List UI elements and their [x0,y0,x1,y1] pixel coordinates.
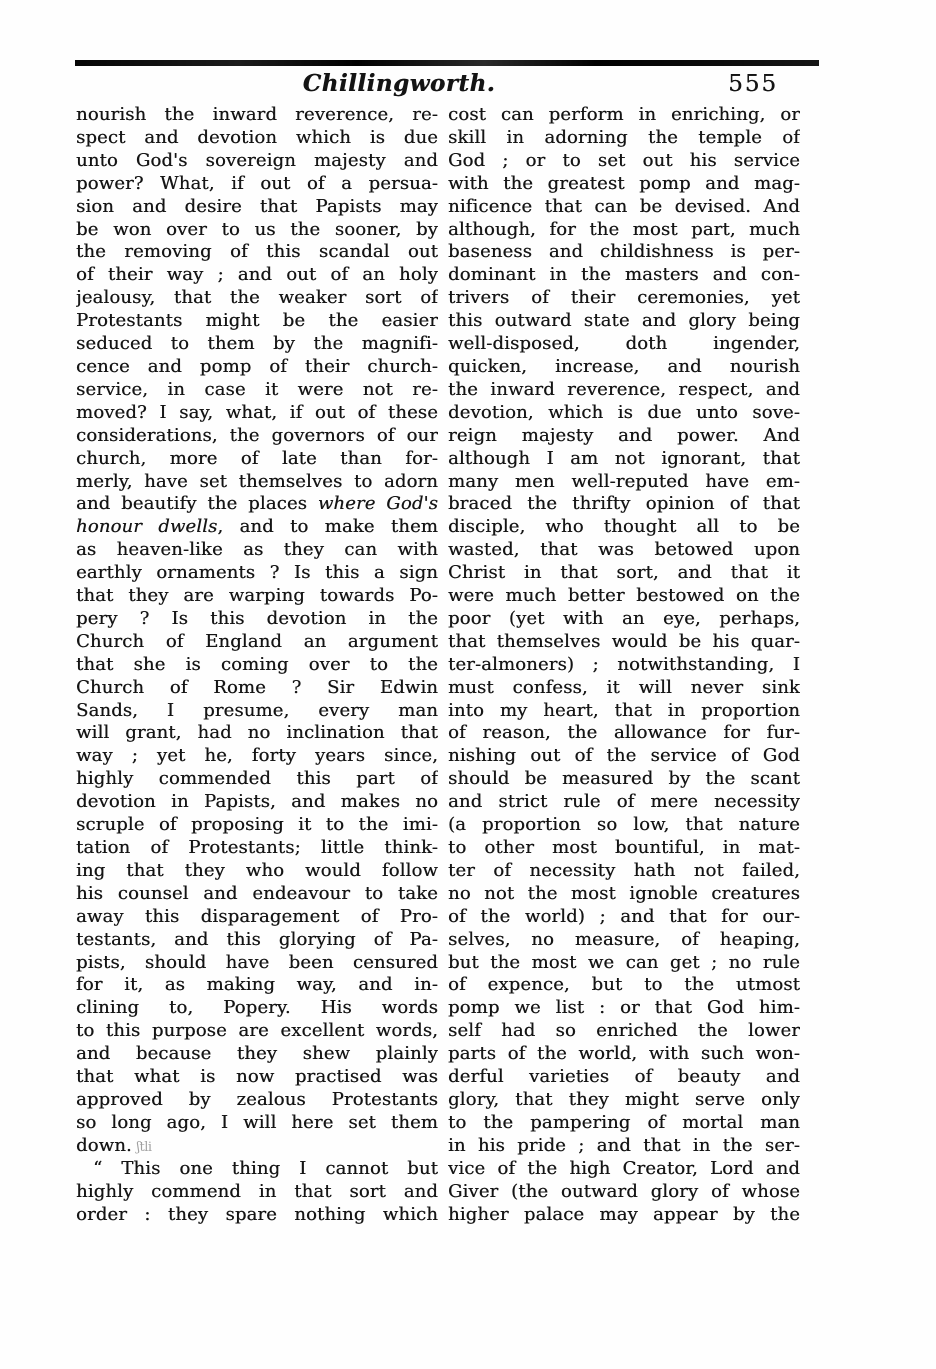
text-segment: Christ in that sort, and that it [448,562,800,584]
text-line [76,791,438,814]
text-segment: order : they spare nothing which [76,1203,438,1225]
text-segment: Sands, I presume, every man [76,699,438,721]
text-segment: in his pride ; and that in the ser- [448,1134,800,1156]
text-segment: spect and devotion which is due [76,126,438,148]
text-line [76,1135,438,1158]
text-segment: devotion, which is due unto sove- [448,401,800,423]
text-line [448,471,800,494]
text-line [76,952,438,975]
text-segment: , and to make them [217,516,438,538]
text-line [76,310,438,333]
text-line [76,219,438,242]
text-segment: seduced to them by the magnifi- [76,333,438,355]
text-line [76,997,438,1020]
text-line [448,1181,800,1204]
running-head-title: Chillingworth. [302,70,496,97]
text-segment: that themselves would be his quar- [448,630,800,652]
text-line [448,287,800,310]
text-line [448,929,800,952]
text-line [448,1020,800,1043]
text-line [448,585,800,608]
text-segment: this outward state and glory being [448,310,800,332]
text-line [76,860,438,883]
text-segment: way ; yet he, forty years since, [76,745,438,767]
text-line [448,722,800,745]
text-segment: were much better bestowed on the [448,585,800,607]
text-segment: baseness and childishness is per- [448,241,800,263]
text-line [76,677,438,700]
text-line [448,310,800,333]
text-line [76,929,438,952]
text-segment: into my heart, that in proportion [448,699,800,721]
text-line [448,150,800,173]
text-line [76,539,438,562]
text-segment: merly, have set themselves to adorn [76,470,438,492]
text-segment: his counsel and endeavour to take [76,882,438,904]
text-segment: down. [76,1134,132,1156]
text-segment: dominant in the masters and con- [448,264,800,286]
text-line [448,104,800,127]
text-segment: selves, no measure, of heaping, [448,928,800,950]
header-rule [75,60,819,66]
text-line [448,974,800,997]
text-columns [76,104,820,1226]
text-segment: pomp we list : or that God him- [448,997,800,1019]
text-line [448,356,800,379]
text-line [76,585,438,608]
text-line [76,745,438,768]
text-line [76,150,438,173]
text-segment: Protestants might be the easier [76,310,438,332]
text-line [448,883,800,906]
text-segment: nourish the inward reverence, re- [76,104,438,125]
text-segment: nificence that can be devised. And [448,195,800,217]
text-line [76,287,438,310]
text-line [448,860,800,883]
text-line [76,1181,438,1204]
text-segment: clining to, Popery. His words [76,997,438,1019]
text-segment: that what is now practised was [76,1066,438,1088]
text-segment: ter-almoners) ; notwithstanding, I [448,653,800,675]
text-line [76,722,438,745]
text-line [76,127,438,150]
text-segment: so long ago, I will here set them [76,1111,438,1133]
text-line [76,814,438,837]
text-segment: of expence, but to the utmost [448,974,800,996]
text-segment: self had so enriched the lower [448,1020,800,1042]
text-segment: as heaven-like as they can with [76,539,438,561]
text-segment: higher palace may appear by the [448,1203,800,1225]
text-line [448,952,800,975]
text-line [76,379,438,402]
text-line [76,1043,438,1066]
text-line [448,173,800,196]
text-segment: sion and desire that Papists may [76,195,438,217]
text-line [76,608,438,631]
text-line [76,1066,438,1089]
text-line [76,402,438,425]
text-line [448,402,800,425]
text-segment: considerations, the governors of our [76,424,438,446]
text-line [448,1089,800,1112]
text-line [448,837,800,860]
text-line [448,608,800,631]
text-line [448,745,800,768]
text-segment: for it, as making way, and in- [76,974,438,996]
text-segment: Church of Rome ? Sir Edwin [76,676,438,698]
text-line [448,791,800,814]
text-line [448,654,800,677]
text-line [76,333,438,356]
text-segment: no not the most ignoble creatures [448,882,800,904]
text-segment: jealousy, that the weaker sort of [76,287,438,309]
text-segment: tation of Protestants; little think- [76,837,438,858]
text-segment: approved by zealous Protestants [76,1088,438,1110]
text-segment: power? What, if out of a persua- [76,172,438,194]
text-segment: although I am not ignorant, that [448,447,800,469]
text-segment: should be measured by the scant [448,768,800,790]
text-segment: quicken, increase, and nourish [448,355,800,377]
text-line [448,700,800,723]
text-segment: scruple of proposing it to the imi- [76,814,438,836]
text-line [448,379,800,402]
text-segment: and because they shew plainly [76,1043,438,1065]
text-segment: church, more of late than for- [76,447,438,469]
text-segment: Church of England an argument [76,630,438,652]
text-segment: nishing out of the service of God [448,745,800,767]
text-line [76,1089,438,1112]
text-segment: highly commended this part of [76,768,438,790]
text-segment: that they are warping towards Po- [76,585,438,607]
text-segment: pists, should have been censured [76,951,438,973]
text-line [76,493,438,516]
text-segment: to this purpose are excellent words, [76,1020,438,1042]
right-column [448,104,800,1226]
text-segment: highly commend in that sort and [76,1180,438,1202]
text-segment: must confess, it will never sink [448,676,800,698]
text-line [448,677,800,700]
text-segment: trivers of their ceremonies, yet [448,287,800,309]
text-line [76,562,438,585]
text-segment: glory, that they might serve only [448,1088,800,1110]
text-segment: God ; or to set out his service [448,149,800,171]
text-line [448,906,800,929]
text-segment: skill in adorning the temple of [448,126,800,148]
text-segment: poor (yet with an eye, perhaps, [448,607,800,629]
text-line [76,356,438,379]
text-line [76,974,438,997]
text-line [448,1043,800,1066]
text-line [448,516,800,539]
text-line [76,768,438,791]
text-line [76,173,438,196]
text-line [448,997,800,1020]
text-segment: of reason, the allowance for fur- [448,722,800,744]
text-segment: (a proportion so low, that nature [448,814,800,836]
text-segment: Giver (the outward glory of whose [448,1180,800,1202]
text-segment: pery ? Is this devotion in the [76,607,438,629]
page-header [75,70,819,100]
text-line [448,333,800,356]
text-line [76,700,438,723]
text-segment: ing that they who would follow [76,859,438,881]
text-segment: service, in case it were not re- [76,378,438,400]
text-line [76,448,438,471]
text-segment: will grant, had no inclination that [76,722,438,744]
text-line [76,906,438,929]
text-line [76,654,438,677]
text-segment: of their way ; and out of an holy [76,264,438,286]
text-segment: and strict rule of mere necessity [448,791,800,813]
text-line [448,1066,800,1089]
text-line [448,631,800,654]
text-line [76,883,438,906]
text-line [448,1112,800,1135]
text-line [448,539,800,562]
text-line [448,1158,800,1181]
text-line [76,425,438,448]
text-line [448,562,800,585]
text-segment: of the world) ; and that for our- [448,905,800,927]
text-segment: the removing of this scandal out [76,241,438,263]
text-segment: ter of necessity hath not failed, [448,859,800,881]
text-line [76,471,438,494]
text-line [76,1204,438,1227]
text-segment: derful varieties of beauty and [448,1066,800,1088]
text-segment: although, for the most part, much [448,218,800,240]
text-segment: the inward reverence, respect, and [448,378,800,400]
text-line [76,631,438,654]
text-segment: to the pampering of mortal man [448,1111,800,1133]
text-line [448,264,800,287]
italic-phrase: where God's [317,493,438,515]
text-segment: earthly ornaments ? Is this a sign [76,562,438,584]
text-segment: vice of the high Creator, Lord and [448,1157,800,1179]
text-line [76,104,438,127]
ink-artifact: ʃtli [131,1139,152,1155]
text-line [448,196,800,219]
text-line [448,1135,800,1158]
text-segment: to other most bountiful, in mat- [448,837,800,858]
text-segment: and beautify the places [76,493,318,515]
text-line [448,1204,800,1227]
text-line [76,1158,438,1181]
text-segment: “ This one thing I cannot but [93,1157,438,1179]
text-segment: many men well-reputed have em- [448,470,800,492]
text-segment: parts of the world, with such won- [448,1043,800,1065]
text-segment: with the greatest pomp and mag- [448,172,800,194]
text-segment: cost can perform in enriching, or [448,104,800,125]
text-segment: moved? I say, what, if out of these [76,401,438,423]
text-segment: cence and pomp of their church- [76,355,438,377]
text-line [76,837,438,860]
text-line [76,241,438,264]
text-line [448,448,800,471]
text-segment: wasted, that was betowed upon [448,539,800,561]
text-line [448,493,800,516]
text-segment: unto God's sovereign majesty and [76,149,438,171]
text-segment: well-disposed, doth ingender, [448,333,800,355]
text-segment: braced the thrifty opinion of that [448,493,800,515]
text-segment: away this disparagement of Pro- [76,905,438,927]
text-segment: disciple, who thought all to be [448,516,800,538]
text-line [76,1020,438,1043]
text-segment: that she is coming over to the [76,653,438,675]
text-line [76,264,438,287]
text-line [448,219,800,242]
text-segment: testants, and this glorying of Pa- [76,928,438,950]
text-segment: reign majesty and power. And [448,424,800,446]
text-line [448,425,800,448]
text-line [448,241,800,264]
text-segment: devotion in Papists, and makes no [76,791,438,813]
text-line [76,516,438,539]
text-line [448,814,800,837]
text-line [76,1112,438,1135]
italic-phrase: honour dwells [76,516,218,538]
left-column [76,104,438,1226]
text-segment: be won over to us the sooner, by [76,218,438,240]
text-segment: but the most we can get ; no rule [448,951,800,973]
page-number: 555 [728,71,778,97]
text-line [448,127,800,150]
text-line [76,196,438,219]
text-line [448,768,800,791]
